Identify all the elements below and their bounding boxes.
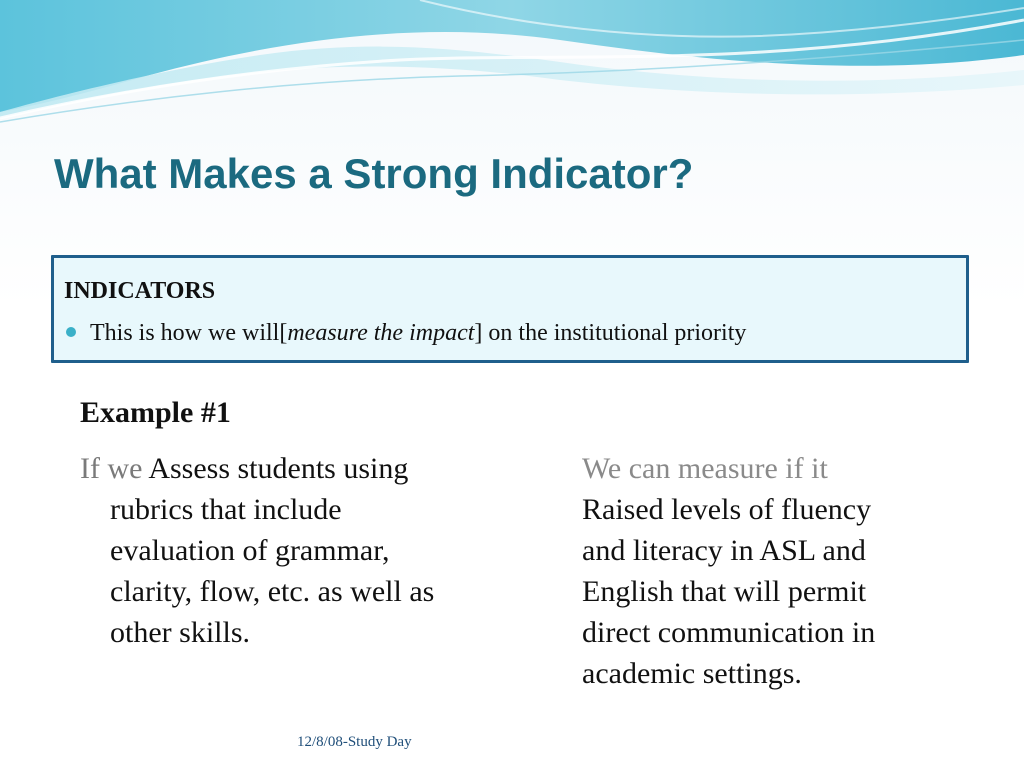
callout-bullet [66,320,746,347]
right-line: Raised levels of fluency [582,493,872,526]
example-heading: Example #1 [80,396,231,429]
right-line: academic settings. [582,657,802,690]
callout-heading: INDICATORS [64,278,216,304]
left-first-line [80,448,510,489]
right-line: English that will permit [582,575,867,608]
left-lead: If we [80,452,143,485]
left-first-line-rest: Assess students using [142,452,409,485]
left-line: evaluation of grammar, [110,534,390,567]
bullet-text-before: This is how we will[ [90,320,288,346]
decorative-wave-header [0,0,1024,130]
left-line: clarity, flow, etc. as well as [110,575,435,608]
slide-footer: 12/8/08-Study Day [297,734,412,750]
right-line: direct communication in [582,616,876,649]
left-line: rubrics that include [110,493,342,526]
bullet-text-after: ] on the institutional priority [474,320,747,346]
bullet-text-emphasis: measure the impact [287,320,475,346]
indicators-callout-box [51,255,969,363]
left-line: other skills. [110,616,250,649]
slide-title: What Makes a Strong Indicator? [54,150,694,197]
bullet-dot-icon [66,327,76,337]
right-lead: We can measure if it [582,452,828,485]
left-column [80,448,510,653]
right-column [582,448,982,694]
right-line: and literacy in ASL and [582,534,866,567]
